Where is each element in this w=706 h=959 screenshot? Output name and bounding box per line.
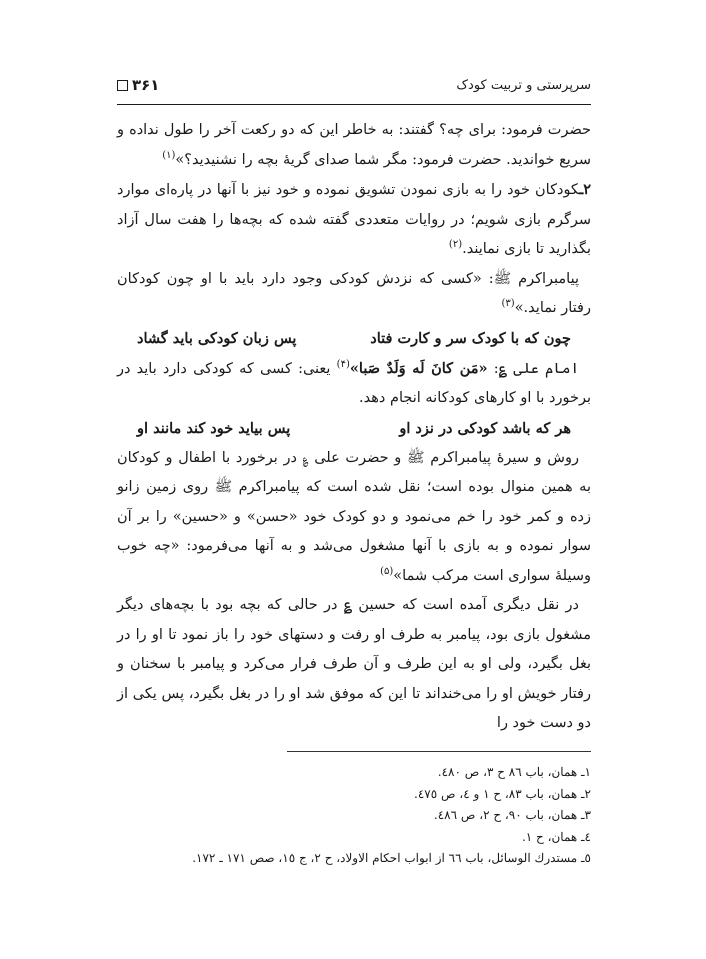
footnote-ref-2: (۲) [448,239,463,251]
verse-1-left: پس زبان کودکی باید گشاد [137,329,297,347]
footnote-ref-5: (۵) [380,565,394,577]
footnote-ref-3: (۳) [501,298,515,310]
paragraph-4-text: یعنی: کسی که کودکی دارد باید در برخورد با او کارهای کودکانه انجام دهد. [117,360,591,406]
paragraph-1-text: حضرت فرمود: برای چه؟ گفتند: به خاطر این که دو رکعت آخر را طول نداده و سریع خواندید. حضرت فرمود: مگر شما صدای گریهٔ بچه را نشنیدید؟» [117,122,591,168]
footnotes [117,762,591,870]
footnote: ۲ـ همان، باب ۸۳، ح ۱ و ٤، ص ٤٧٥. [414,786,591,801]
paragraph-6 [117,591,591,739]
verse-2-right: هر که باشد کودکی در نزد او [399,419,571,437]
verse-2-left: پس بیاید خود کند مانند او [137,419,291,437]
footnote: ۳ـ همان، باب ۹۰، ح ۲، ص ٤۸٦. [433,808,591,822]
verse-1 [117,324,591,354]
paragraph-4-intro: امام علی ؏: [487,360,580,377]
page-box-icon [117,80,128,91]
paragraph-3-text: پیامبراکرم ﷺ: «کسی که نزدش کودکی وجود دارد باید با او چون کودکان رفتار نماید.» [117,270,591,316]
footnote: ٥ـ مستدرك الوسائل، باب ٦٦ از ابواب احكام الاولاد، ح ۲، ج ۱٥، صص ۱٧۱ ـ ۱٧۲. [192,851,591,865]
running-title: سرپرستی و تربیت کودک [456,78,591,93]
hadith-quote: «مَن کانَ لَه وَلَدٌ صَبا» [349,359,488,377]
paragraph-2 [117,175,591,265]
paragraph-5 [117,444,591,592]
footnote-ref-4: (۴) [336,358,350,370]
paragraph-3 [117,265,591,324]
page-number [117,76,159,94]
paragraph-6-text: در نقل دیگری آمده است که حسین ؏ در حالی که بچه بود با بچه‌های دیگر مشغول بازی بود، پیامبر به طرف او رفت و دستهای خود را باز نمود تا او را در بغل بگیرد، ولی او به این طرف و آن طرف فرار می‌کرد و پیامبر با سخنان و رفتار خویش او را می‌خنداند تا این که موفق شد او را در بغل بگیرد، پس یکی از دو دست خود را [117,597,591,731]
paragraph-1 [117,116,591,175]
page-number-text: ۳۶۱ [132,76,160,94]
page-header [117,76,591,100]
footnote: ۱ـ همان، باب ۸٦ ح ۳، ص ٤۸۰. [437,765,591,779]
header-rule [117,104,591,105]
paragraph-4 [117,354,591,414]
paragraph-2-text: کودکان خود را به بازی نمودن تشویق نموده و خود نیز با آنها در پاره‌ای موارد سرگرم بازی شویم؛ در روایات متعددی گفته شده که بچه‌ها را هفت سال آزاد بگذارید تا بازی نمایند. [117,182,591,257]
item-number: ۲ـ [578,181,591,198]
page-body [117,116,591,739]
footnote-ref-1: (۱) [162,149,176,161]
verse-1-right: چون که با کودک سر و کارت فتاد [370,329,571,347]
footnote-rule [287,751,591,752]
verse-2 [117,414,591,444]
footnote: ٤ـ همان، ح ۱. [521,829,591,844]
paragraph-5-text: روش و سیرهٔ پیامبراکرم ﷺ و حضرت علی ؏ در برخورد با اطفال و کودکان به همین منوال بوده است؛ نقل شده است که پیامبراکرم ﷺ روی زمین زانو زده و کمر خود را خم می‌نمود و دو کودک خود «حسن» و «حسین» را بر آن سوار نموده و به بازی با آنها مشغول می‌شد و به آنها می‌فرمود: «چه خوب وسیلهٔ سواری است مرکب شما» [117,449,591,584]
